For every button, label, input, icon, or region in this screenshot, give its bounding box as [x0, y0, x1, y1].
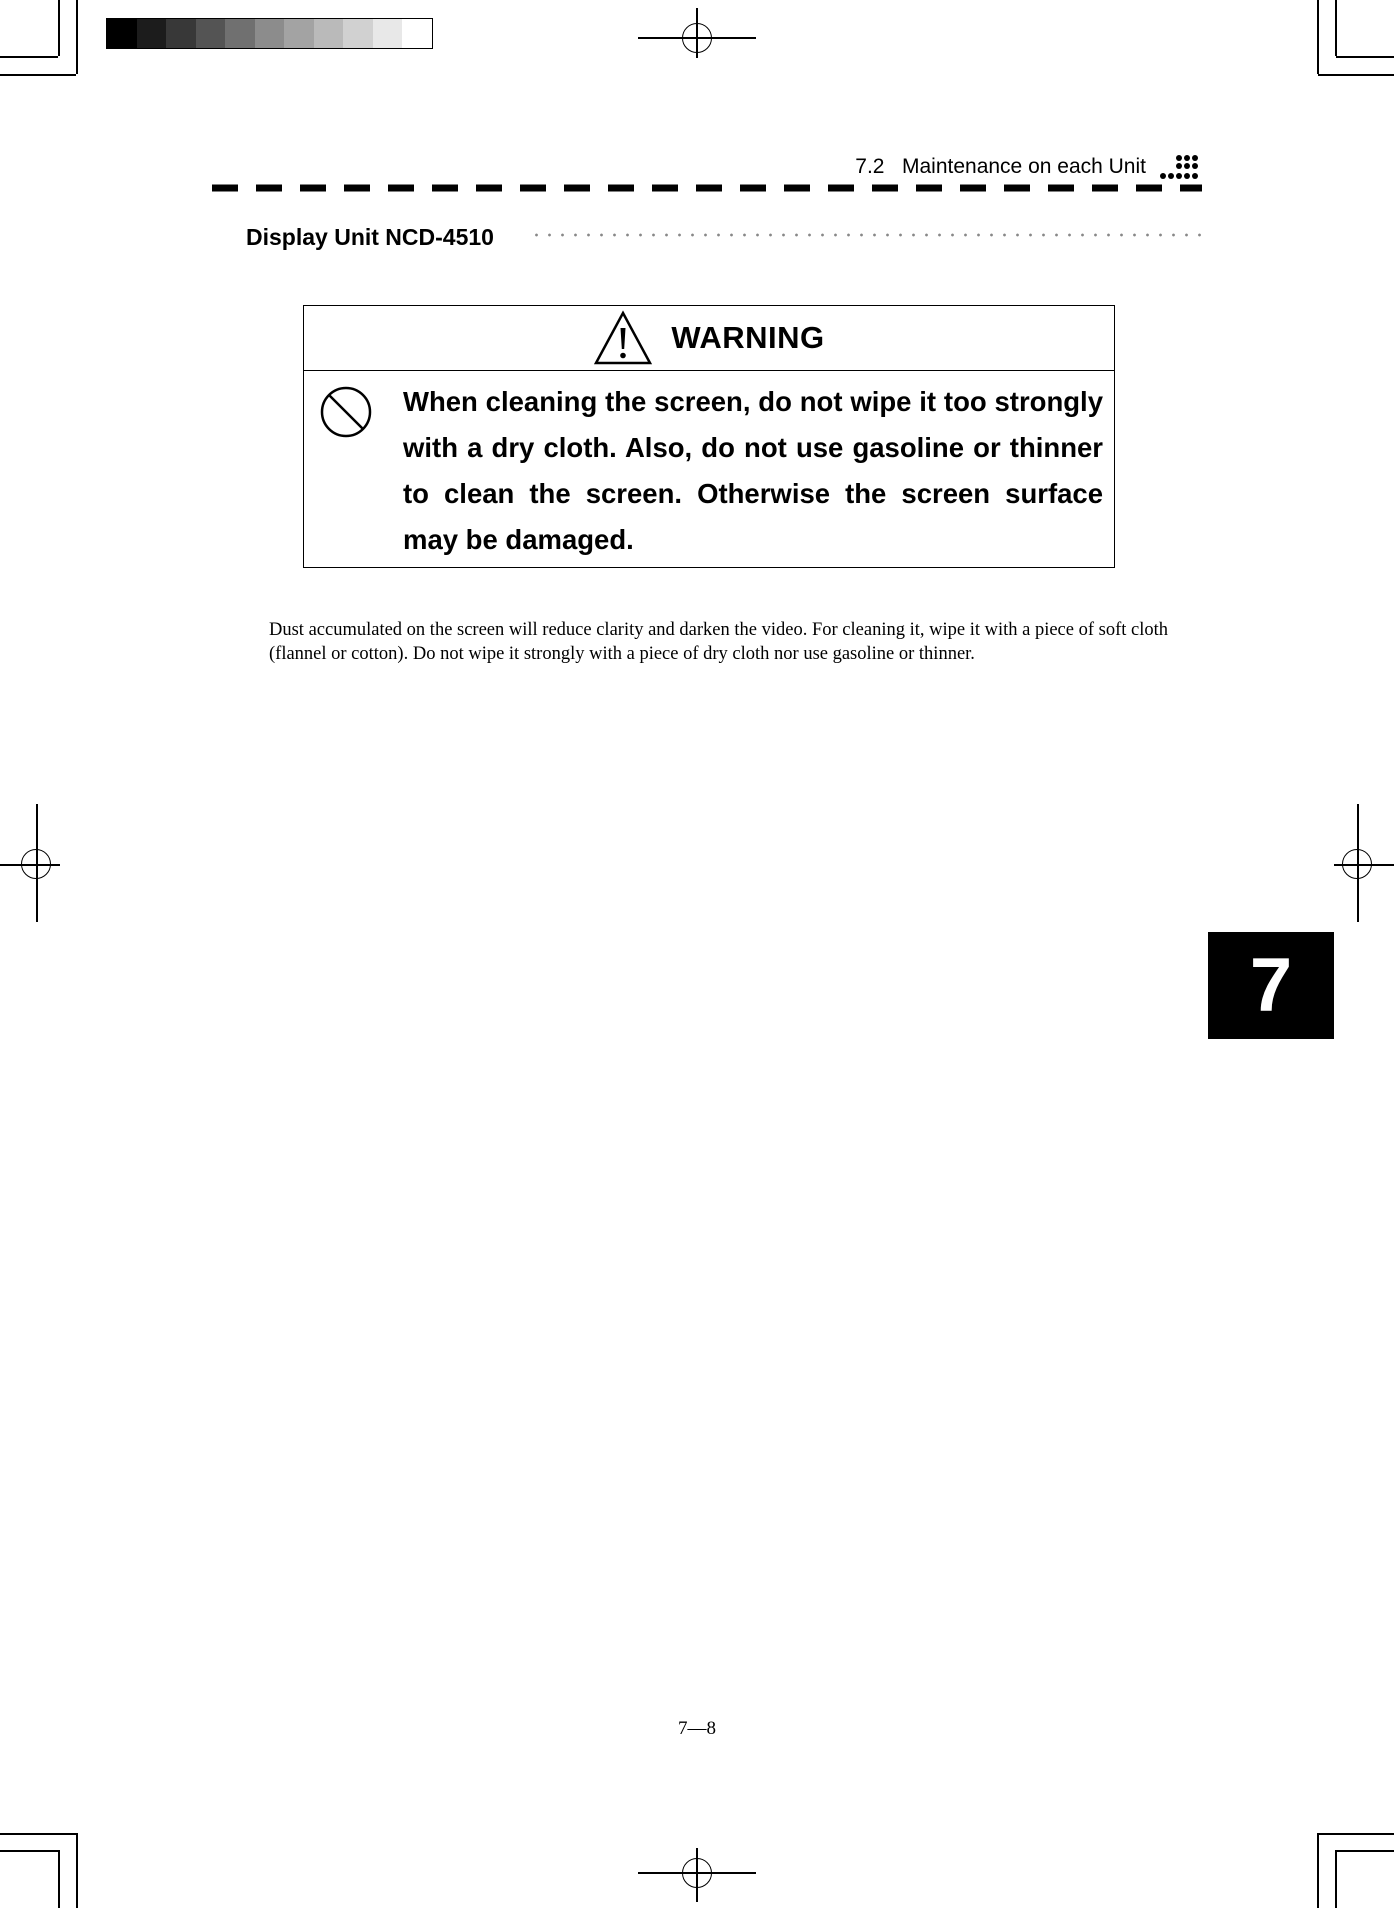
gray-swatch [373, 19, 403, 48]
warning-box [303, 305, 1115, 568]
gray-swatch [343, 19, 373, 48]
prohibition-icon [319, 385, 373, 439]
gray-swatch [314, 19, 344, 48]
gray-swatch [402, 19, 432, 48]
body-paragraph: Dust accumulated on the screen will reduce clarity and darken the video. For cleaning it, wipe it with a piece of soft cloth (flannel or cotton). Do not wipe it strongly with a piece of dry cloth nor use gasoline or thinner. [269, 620, 1169, 664]
gray-scale-strip [106, 18, 433, 49]
header-dashed-rule [212, 184, 1202, 192]
chapter-tab: 7 [1208, 932, 1334, 1039]
gray-swatch [107, 19, 137, 48]
running-header: 7.2 Maintenance on each Unit [855, 155, 1146, 178]
warning-triangle-icon [593, 310, 653, 366]
section-heading: Display Unit NCD-4510 [246, 224, 494, 250]
gray-swatch [196, 19, 226, 48]
gray-swatch [284, 19, 314, 48]
gray-swatch [137, 19, 167, 48]
warning-header [304, 306, 1114, 371]
gray-swatch [255, 19, 285, 48]
dot-leader [530, 230, 1202, 240]
page-number: 7—8 [678, 1718, 716, 1739]
gray-swatch [225, 19, 255, 48]
gray-swatch [166, 19, 196, 48]
warning-text: When cleaning the screen, do not wipe it too strongly with a dry cloth. Also, do not use gasoline or thinner to clean the screen. Otherwise the screen surface may be damaged. [403, 386, 1103, 555]
header-dots-icon [1160, 152, 1200, 182]
warning-title: WARNING [671, 320, 825, 355]
